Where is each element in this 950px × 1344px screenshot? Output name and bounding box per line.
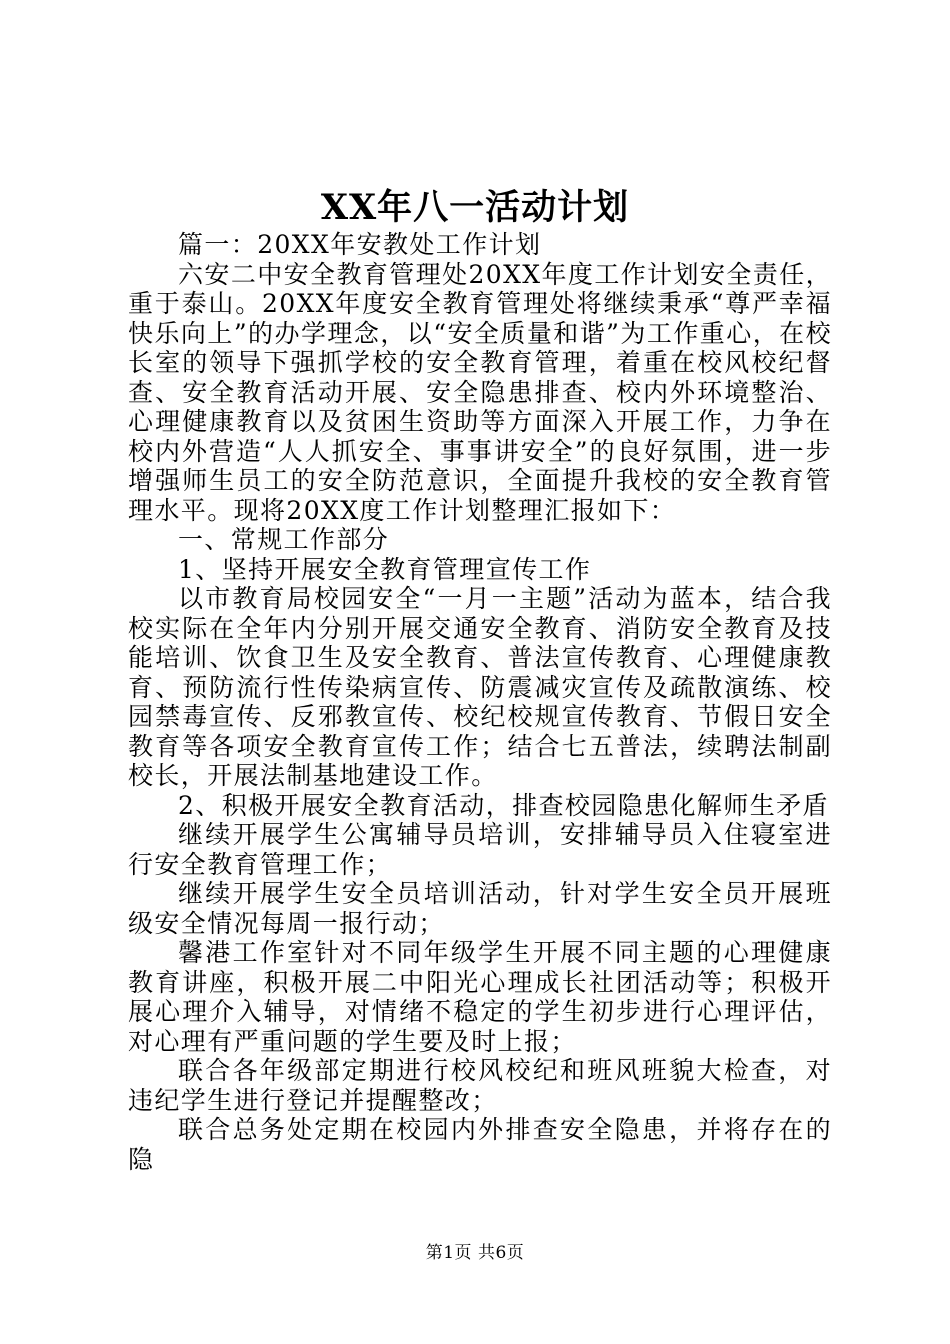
section-heading-routine-work: 一、常规工作部分 <box>178 525 390 554</box>
subsection-heading-publicity: 1、坚持开展安全教育管理宣传工作 <box>178 554 592 584</box>
paragraph-publicity: 以市教育局校园安全“一月一主题”活动为蓝本，结合我校实际在全年内分别开展交通安全教育、消防安全教育及技能培训、饮食卫生及安全教育、普法宣传教育、心理健康教育、预防流行性传染病宣传、防震减灾宣传及疏散演练、校园禁毒宣传、反邪教宣传、校纪校规宣传教育、节假日安全教育等各项安全教育宣传工作；结合七五普法，续聘法制副校长，开展法制基地建设工作。 <box>128 584 832 790</box>
document-title: XX年八一活动计划 <box>320 187 630 228</box>
document-body <box>128 230 832 1174</box>
paragraph-safety-officers: 继续开展学生安全员培训活动，针对学生安全员开展班级安全情况每周一报行动； <box>128 879 832 938</box>
subsection-heading-activities: 2、积极开展安全教育活动，排查校园隐患化解师生矛盾 <box>178 790 829 820</box>
paragraph-discipline-inspection: 联合各年级部定期进行校风校纪和班风班貌大检查，对违纪学生进行登记并提醒整改； <box>128 1056 832 1115</box>
page-footer: 第1页 共6页 <box>425 1243 525 1263</box>
paragraph-heading-part-one: 篇一：20XX年安教处工作计划 <box>178 230 542 259</box>
paragraph-psychological-health: 馨港工作室针对不同年级学生开展不同主题的心理健康教育讲座，积极开展二中阳光心理成长社团活动等；积极开展心理介入辅导，对情绪不稳定的学生初步进行心理评估，对心理有严重问题的学生要及时上报； <box>128 938 832 1056</box>
paragraph-intro: 六安二中安全教育管理处20XX年度工作计划安全责任，重于泰山。20XX年度安全教育管理处将继续秉承“尊严幸福快乐向上”的办学理念，以“安全质量和谐”为工作重心，在校长室的领导下强抓学校的安全教育管理，着重在校风校纪督查、安全教育活动开展、安全隐患排查、校内外环境整治、心理健康教育以及贫困生资助等方面深入开展工作，力争在校内外营造“人人抓安全、事事讲安全”的良好氛围，进一步增强师生员工的安全防范意识，全面提升我校的安全教育管理水平。现将20XX度工作计划整理汇报如下： <box>128 259 832 525</box>
paragraph-dorm-counselors: 继续开展学生公寓辅导员培训，安排辅导员入住寝室进行安全教育管理工作； <box>128 820 832 879</box>
paragraph-hazard-inspection: 联合总务处定期在校园内外排查安全隐患，并将存在的隐 <box>128 1115 832 1174</box>
